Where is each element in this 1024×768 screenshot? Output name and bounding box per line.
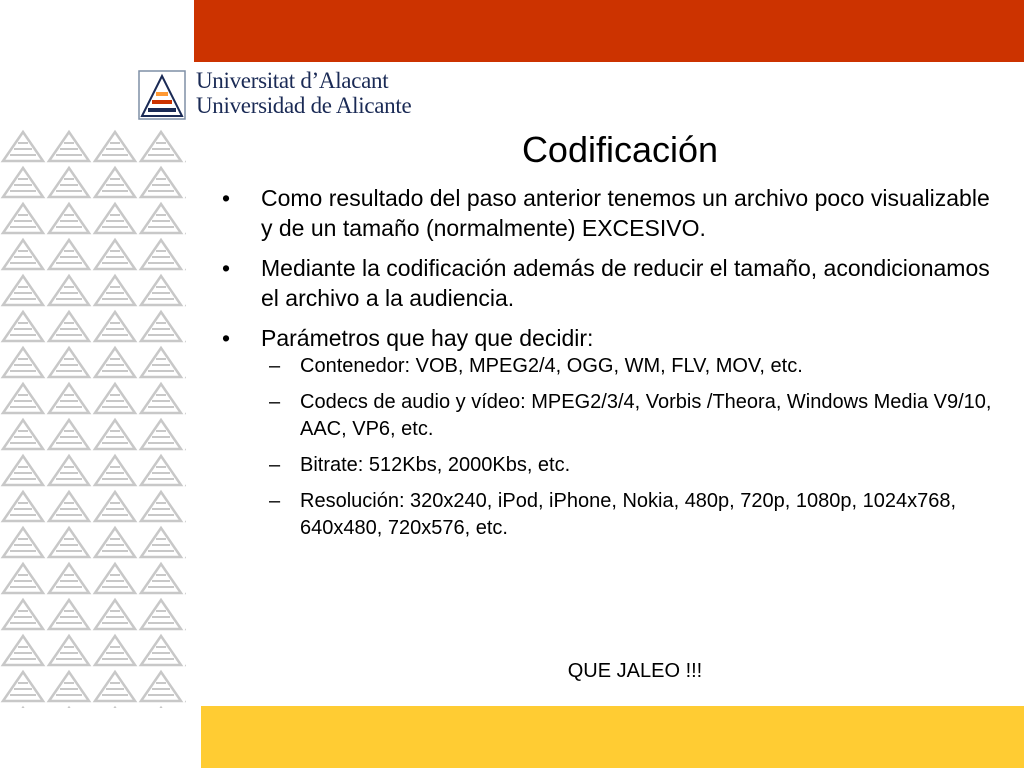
bottom-accent-bar [201,706,1024,768]
bullet-item [222,253,1002,313]
sub-bullet-list [261,353,1002,542]
slide-content [222,183,1002,552]
sub-bullet-text: Bitrate: 512Kbs, 2000Kbs, etc. [300,454,571,476]
bullet-marker: • [222,325,231,351]
sub-bullet-marker: – [269,490,281,512]
bullet-marker: • [222,185,231,211]
sub-bullet-item [255,488,996,542]
sub-bullet-item [255,389,996,443]
sub-bullet-item [255,452,996,479]
bullet-marker: • [222,255,231,281]
sub-bullet-marker: – [269,355,281,377]
slide-title: Codificación [521,129,719,170]
sub-bullet-text: Resolución: 320x240, iPod, iPhone, Nokia, 480p, 720p, 1080p, 1024x768, 640x480, 720x576, etc. [300,490,957,539]
bullet-text: Mediante la codificación además de reducir el tamaño, acondicionamos el archivo a la audiencia. [261,255,990,311]
sub-bullet-text: Codecs de audio y vídeo: MPEG2/3/4, Vorbis /Theora, Windows Media V9/10, AAC, VP6, etc. [300,391,992,440]
university-triangle-logo-icon [138,70,186,120]
sub-bullet-text: Contenedor: VOB, MPEG2/4, OGG, WM, FLV, MOV, etc. [300,355,803,377]
sub-bullet-marker: – [269,454,281,476]
bullet-list [222,183,1002,542]
triangle-pattern-decoration [0,128,186,708]
closing-remark: QUE JALEO !!! [567,660,703,682]
logo-line-2: Universidad de Alicante [196,93,412,118]
bullet-item [222,323,1002,542]
logo-line-1: Universitat d’Alacant [196,68,389,93]
bullet-text: Como resultado del paso anterior tenemos un archivo poco visualizable y de un tamaño (normalmente) EXCESIVO. [261,185,990,241]
sub-bullet-item [255,353,996,380]
university-logo [138,68,428,120]
top-accent-bar [194,0,1024,62]
bullet-item [222,183,1002,243]
sub-bullet-marker: – [269,391,281,413]
bullet-text: Parámetros que hay que decidir: [261,325,594,351]
